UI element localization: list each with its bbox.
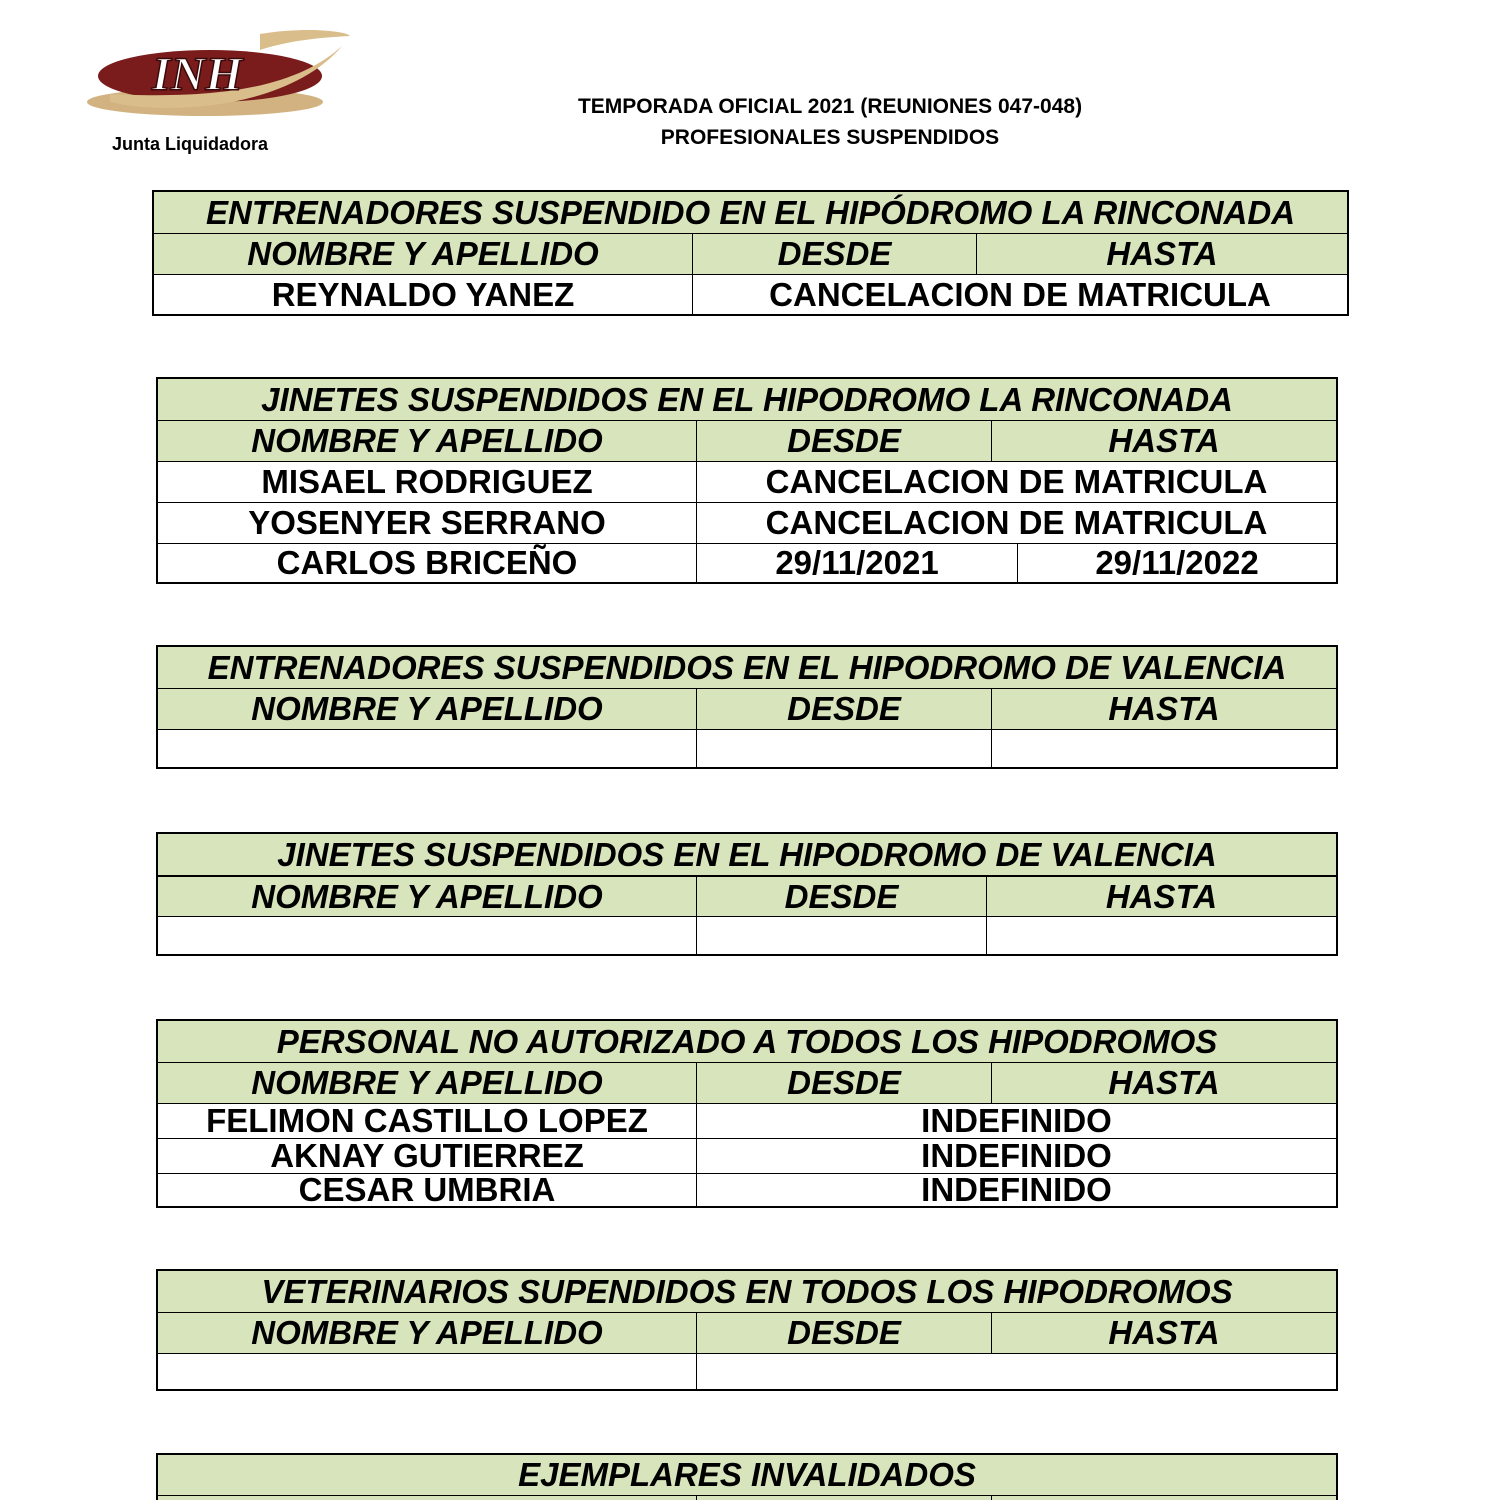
section-unauthorized-personnel [156, 1019, 1338, 1208]
header-from: DESDE [696, 689, 991, 729]
date-from: 29/11/2021 [696, 544, 1017, 582]
person-name: FELIMON CASTILLO LOPEZ [158, 1104, 696, 1138]
section-title: JINETES SUSPENDIDOS EN EL HIPODROMO LA RINCONADA [261, 380, 1233, 418]
empty-cell [158, 1354, 696, 1389]
date-to: 29/11/2022 [1017, 544, 1336, 582]
section-jockeys-la-rinconada [156, 377, 1338, 584]
section-title-row [158, 1271, 1336, 1312]
table-row [158, 502, 1336, 543]
header-from: DESDE [696, 421, 991, 461]
section-title-row [158, 1455, 1336, 1495]
logo-letters: INH [152, 48, 243, 101]
section-title-row [158, 647, 1336, 688]
header-name: NOMBRE Y APELLIDO [251, 1314, 603, 1351]
header-to: HASTA [991, 1313, 1336, 1353]
section-title: JINETES SUSPENDIDOS EN EL HIPODROMO DE VALENCIA [277, 835, 1217, 873]
header-to: HASTA [991, 689, 1336, 729]
inh-logo [80, 24, 352, 124]
empty-cell [158, 917, 696, 954]
header-row [158, 1062, 1336, 1103]
person-name: AKNAY GUTIERREZ [158, 1139, 696, 1173]
header-from: DESDE [696, 1063, 991, 1103]
empty-cell [696, 1354, 1336, 1389]
header-row [158, 420, 1336, 461]
empty-cell [158, 1496, 696, 1500]
empty-cell [986, 917, 1336, 954]
header-from: DESDE [692, 234, 976, 274]
section-title-row [158, 379, 1336, 420]
section-title-row [158, 1021, 1336, 1062]
suspension-status: CANCELACION DE MATRICULA [696, 503, 1336, 543]
section-trainers-la-rinconada [152, 190, 1349, 316]
empty-cell [696, 730, 991, 767]
table-row-empty [158, 729, 1336, 767]
header-row [158, 688, 1336, 729]
header-name: NOMBRE Y APELLIDO [247, 235, 599, 272]
header-name: NOMBRE Y APELLIDO [251, 422, 603, 459]
table-row-empty [158, 1353, 1336, 1389]
header-row [158, 875, 1336, 916]
empty-cell [991, 730, 1336, 767]
header-to: HASTA [991, 421, 1336, 461]
section-jockeys-valencia [156, 832, 1338, 956]
section-title: EJEMPLARES INVALIDADOS [518, 1456, 976, 1493]
person-name: REYNALDO YANEZ [154, 275, 692, 314]
suspension-status: CANCELACION DE MATRICULA [696, 462, 1336, 502]
header-from: DESDE [696, 1313, 991, 1353]
logo-subtitle: Junta Liquidadora [112, 134, 269, 154]
section-veterinarians [156, 1269, 1338, 1391]
document-title: TEMPORADA OFICIAL 2021 (REUNIONES 047-048) [577, 95, 1083, 118]
header-name: NOMBRE Y APELLIDO [251, 690, 603, 727]
header-row [154, 233, 1347, 274]
suspension-status: INDEFINIDO [696, 1139, 1336, 1173]
table-row-empty [158, 916, 1336, 954]
header-to: HASTA [976, 234, 1347, 274]
person-name: CESAR UMBRIA [158, 1174, 696, 1206]
header-name: NOMBRE Y APELLIDO [251, 1064, 603, 1101]
header-row-partial [158, 1495, 1336, 1500]
person-name: YOSENYER SERRANO [158, 503, 696, 543]
person-name: MISAEL RODRIGUEZ [158, 462, 696, 502]
header-name: NOMBRE Y APELLIDO [251, 877, 603, 915]
section-trainers-valencia [156, 645, 1338, 769]
section-title: PERSONAL NO AUTORIZADO A TODOS LOS HIPODROMOS [276, 1022, 1218, 1060]
document-subtitle: PROFESIONALES SUSPENDIDOS [660, 126, 1000, 149]
header-to: HASTA [991, 1063, 1336, 1103]
section-title-row [158, 834, 1336, 875]
table-row [158, 1173, 1336, 1206]
section-title: ENTRENADORES SUSPENDIDO EN EL HIPÓDROMO LA RINCONADA [205, 193, 1296, 231]
table-row [158, 543, 1336, 582]
header-row [158, 1312, 1336, 1353]
section-invalidated-horses [156, 1453, 1338, 1500]
header-from: DESDE [696, 877, 986, 916]
header-to: HASTA [986, 877, 1336, 916]
suspension-status: CANCELACION DE MATRICULA [692, 275, 1347, 314]
section-title-row [154, 192, 1347, 233]
suspension-status: INDEFINIDO [696, 1174, 1336, 1206]
empty-cell [991, 1496, 1336, 1500]
empty-cell [158, 730, 696, 767]
table-row [158, 461, 1336, 502]
suspension-status: INDEFINIDO [696, 1104, 1336, 1138]
section-title: VETERINARIOS SUPENDIDOS EN TODOS LOS HIPODROMOS [261, 1272, 1233, 1310]
empty-cell [696, 917, 986, 954]
empty-cell [696, 1496, 991, 1500]
person-name: CARLOS BRICEÑO [158, 544, 696, 582]
table-row [158, 1103, 1336, 1138]
section-title: ENTRENADORES SUSPENDIDOS EN EL HIPODROMO DE VALENCIA [207, 648, 1287, 686]
table-row [154, 274, 1347, 314]
table-row [158, 1138, 1336, 1173]
